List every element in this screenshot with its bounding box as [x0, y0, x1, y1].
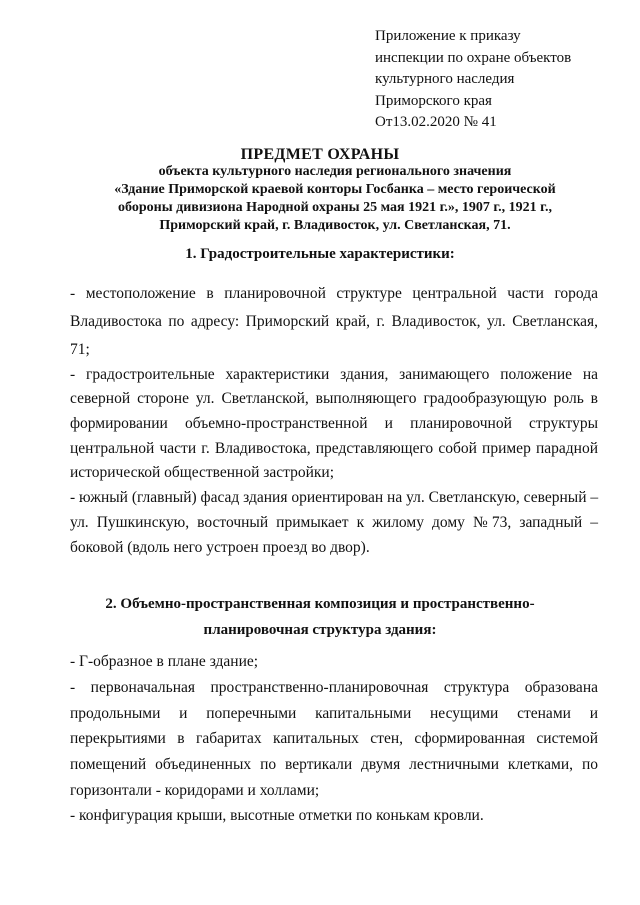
section-1-line: Владивостока по адресу: Приморский край, г. Владивосток, ул. Светланская, — [70, 313, 598, 330]
section-1-line: формировании объемно-пространственной и планировочной структуры — [70, 415, 598, 432]
section-1-line: центральной части г. Владивостока, представляющего собой пример парадной — [70, 440, 598, 457]
header-line: инспекции по охране объектов — [375, 49, 572, 66]
section-1-heading: 1. Градостроительные характеристики: — [185, 246, 455, 262]
header-line: Приморского края — [375, 92, 492, 109]
section-2-heading-line-1: 2. Объемно-пространственная композиция и пространственно- — [105, 596, 535, 612]
subtitle-line: обороны дивизиона Народной охраны 25 мая 1921 г.», 1907 г., 1921 г., — [118, 200, 552, 215]
section-1-line: исторической общественной застройки; — [70, 464, 335, 481]
section-1-line: - градостроительные характеристики здания, занимающего положение на — [70, 366, 598, 383]
subtitle-line: объекта культурного наследия регионального значения — [158, 164, 512, 179]
section-2-line: помещений объединенных по вертикали двумя лестничными клетками, по — [70, 756, 598, 773]
section-2-heading-line-2: планировочная структура здания: — [203, 622, 437, 638]
section-2-line: - первоначальная пространственно-планировочная структура образована — [70, 679, 598, 696]
order-appendix-header — [375, 26, 625, 134]
subtitle-line: «Здание Приморской краевой конторы Госбанка – место героической — [114, 182, 556, 197]
section-2-line: - конфигурация крыши, высотные отметки по конькам кровли. — [70, 807, 484, 824]
section-1-line: - местоположение в планировочной структуре центральной части города — [70, 285, 598, 302]
section-1-line: 71; — [70, 341, 90, 358]
section-1-line: северной стороне ул. Светланской, выполняющего градообразующую роль в — [70, 390, 598, 407]
header-line: Приложение к приказу — [375, 28, 521, 44]
header-line-date: От13.02.2020 № 41 — [375, 114, 497, 130]
section-1-line: - южный (главный) фасад здания ориентирован на ул. Светланскую, северный – — [70, 489, 599, 506]
section-1-line: ул. Пушкинскую, восточный примыкает к жилому дому №73, западный – — [70, 514, 598, 531]
section-1-line: боковой (вдоль него устроен проезд во двор). — [70, 539, 370, 556]
subtitle-line: Приморский край, г. Владивосток, ул. Светланская, 71. — [159, 218, 511, 233]
document-subtitle — [80, 163, 590, 235]
document-title: ПРЕДМЕТ ОХРАНЫ — [240, 146, 400, 163]
section-2-line: продольными и поперечными капитальными несущими стенами и — [70, 705, 598, 722]
section-2-line: горизонтали - коридорами и холлами; — [70, 782, 320, 799]
section-2-line: перекрытиями в габаритах капитальных стен, сформированная системой — [70, 730, 598, 747]
header-line: культурного наследия — [375, 71, 515, 87]
section-2-line: - Г-образное в плане здание; — [70, 653, 259, 670]
